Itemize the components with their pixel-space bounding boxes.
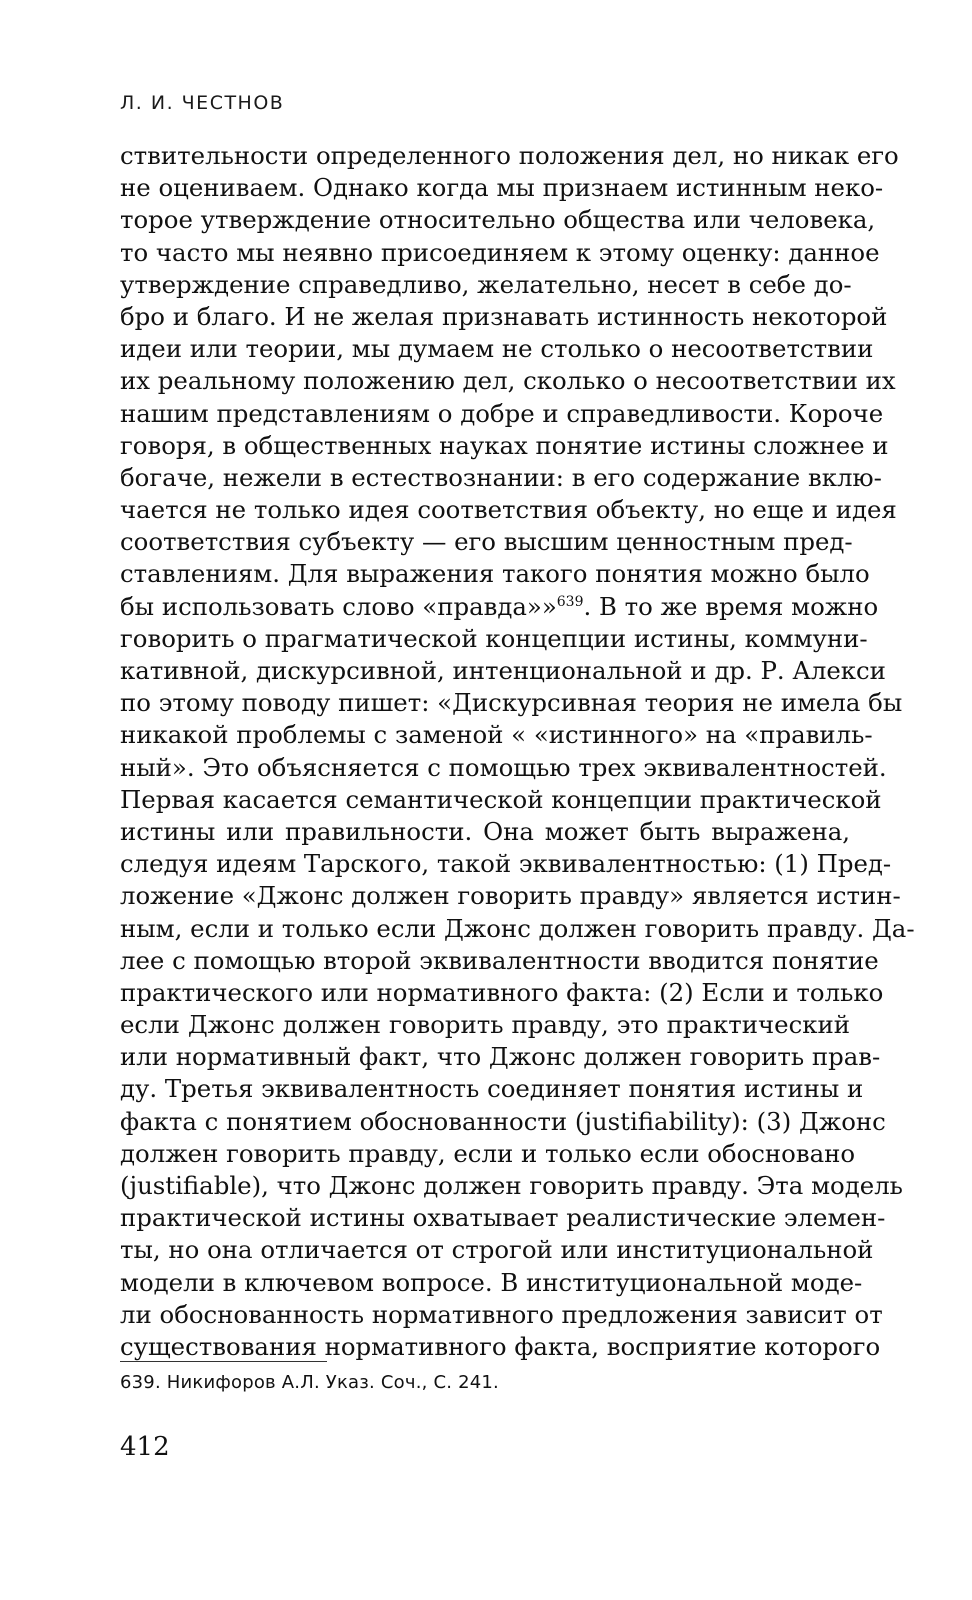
text-line: Первая касается семантической концепции практической xyxy=(120,784,882,814)
text-line: или нормативный факт, что Джонс должен говорить прав- xyxy=(120,1042,881,1072)
text-line: то часто мы неявно присоединяем к этому оценку: данное xyxy=(120,237,880,267)
text-line: если Джонс должен говорить правду, это практический xyxy=(120,1010,850,1040)
text-line: практической истины охватывает реалистические элемен- xyxy=(120,1203,886,1233)
text-line: говорить о прагматической концепции истины, коммуни- xyxy=(120,623,868,653)
text-line: ствительности определенного положения дел, но никак его xyxy=(120,141,899,170)
text-line: говоря, в общественных науках понятие истины сложнее и xyxy=(120,430,889,460)
text-line: следуя идеям Тарского, такой эквивалентностью: (1) Пред- xyxy=(120,849,892,879)
text-line: утверждение справедливо, желательно, несет в себе до- xyxy=(120,269,852,299)
text-line: факта с понятием обоснованности (justifiability): (3) Джонс xyxy=(120,1106,886,1136)
text-line: ным, если и только если Джонс должен говорить правду. Да- xyxy=(120,913,915,943)
text-line: должен говорить правду, если и только если обосновано xyxy=(120,1138,856,1168)
text-line: богаче, нежели в естествознании: в его содержание вклю- xyxy=(120,462,882,492)
footnote-divider xyxy=(120,1361,327,1362)
text-line: ли обоснованность нормативного предложения зависит от xyxy=(120,1299,883,1329)
text-line: модели в ключевом вопросе. В институциональной моде- xyxy=(120,1267,863,1297)
text-line: нашим представлениям о добре и справедливости. Короче xyxy=(120,398,884,428)
text-line: чается не только идея соответствия объекту, но еще и идея xyxy=(120,495,897,525)
text-line: (justifiable), что Джонс должен говорить правду. Эта модель xyxy=(120,1171,903,1200)
text-line: ду. Третья эквивалентность соединяет понятия истины и xyxy=(120,1074,864,1104)
text-line: идеи или теории, мы думаем не столько о несоответствии xyxy=(120,334,874,364)
text-line: ложение «Джонс должен говорить правду» является истин- xyxy=(120,881,901,911)
text-line: соответствия субъекту — его высшим ценностным пред- xyxy=(120,527,853,557)
text-line: ты, но она отличается от строгой или институциональной xyxy=(120,1235,874,1265)
text-line: существования нормативного факта, восприятие которого xyxy=(120,1331,881,1361)
body-text xyxy=(120,140,915,1363)
text-line-with-footnote-ref xyxy=(120,591,879,623)
text-line: истины или правильности. Она может быть выражена, xyxy=(120,816,850,846)
text-line: ный». Это объясняется с помощью трех эквивалентностей. xyxy=(120,752,887,782)
footnote-reference: 639 xyxy=(556,593,584,610)
text-segment: бы использовать слово «правда»» xyxy=(120,591,557,621)
text-line: торое утверждение относительно общества или человека, xyxy=(120,205,876,235)
text-line: не оцениваем. Однако когда мы признаем истинным неко- xyxy=(120,173,884,203)
text-line: кативной, дискурсивной, интенциональной и др. Р. Алекси xyxy=(120,656,886,685)
page-number: 412 xyxy=(120,1432,170,1462)
footnote: 639. Никифоров А.Л. Указ. Соч., С. 241. xyxy=(120,1372,499,1393)
running-head: Л. И. ЧЕСТНОВ xyxy=(120,92,285,114)
text-line: никакой проблемы с заменой « «истинного» на «правиль- xyxy=(120,720,873,750)
text-segment: . В то же время можно xyxy=(583,591,879,621)
text-line: лее с помощью второй эквивалентности вводится понятие xyxy=(120,945,879,975)
text-line: бро и благо. И не желая признавать истинность некоторой xyxy=(120,301,888,331)
text-line: по этому поводу пишет: «Дискурсивная теория не имела бы xyxy=(120,688,903,718)
text-line: ставлениям. Для выражения такого понятия можно было xyxy=(120,559,870,589)
text-line: практического или нормативного факта: (2) Если и только xyxy=(120,977,884,1007)
text-line: их реальному положению дел, сколько о несоответствии их xyxy=(120,366,896,396)
